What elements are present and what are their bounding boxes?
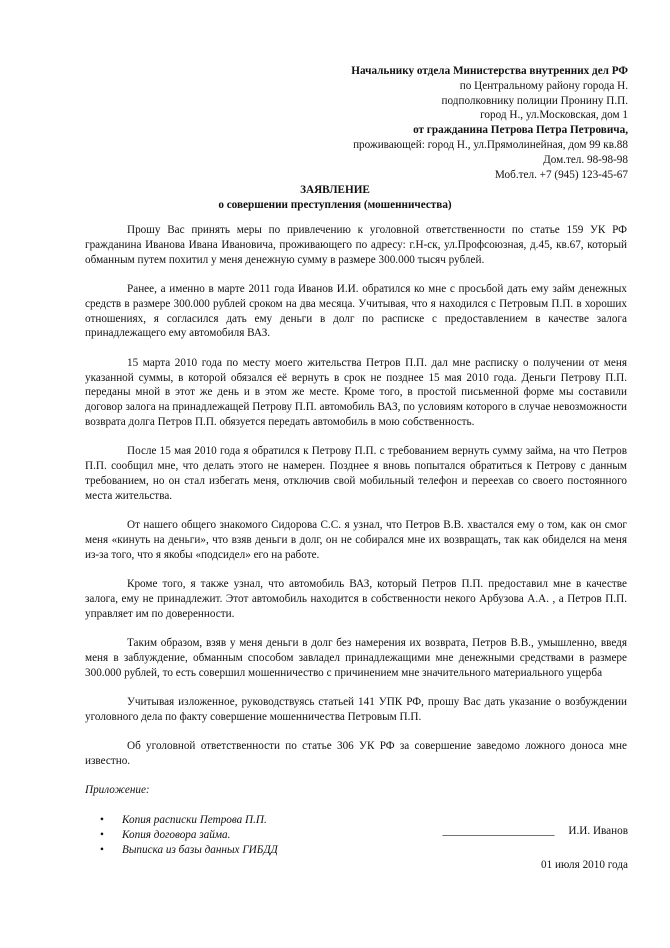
body-paragraph: Кроме того, я также узнал, что автомобиль ВАЗ, который Петров П.П. предоставил мне в качестве залога, ему не принадлежит. Этот автомобиль находится в собственности некого Арбузова А.А. , а Петров П.П. управляет им по доверенности. (85, 578, 627, 620)
body-paragraph: После 15 мая 2010 года я обратился к Петрову П.П. с требованием вернуть сумму займа, на что Петров П.П. сообщил мне, что делать этого не намерен. Позднее я вновь попытался обратиться к Петрову с данным требованием, но он стал избегать меня, отключив свой мобильный телефон и переехав со своего постоянного места жительства. (85, 445, 627, 502)
attachment-label: Копия расписки Петрова П.П. (122, 814, 267, 827)
sender-home-phone: Дом.тел. 98-98-98 (543, 153, 628, 166)
signature-name: И.И. Иванов (568, 825, 628, 837)
sender-address: проживающей: город Н., ул.Прямолинейная, дом 99 кв.88 (353, 138, 628, 151)
body-paragraph: Ранее, а именно в марте 2011 года Иванов И.И. обратился ко мне с просьбой дать ему займ денежных средств в размере 300.000 рублей сроком на два месяца. Учитывая, что я находился с Петровым П.П. в хороших отношениях, я согласился дать ему деньги в долг по расписке с предоставлением в качестве залога принадлежащего ему автомобиля ВАЗ. (85, 282, 627, 340)
body-paragraph: Об уголовной ответственности по статье 306 УК РФ за совершение заведомо ложного доноса мне известно. (85, 740, 627, 768)
addressee-district: по Центральному району города Н. (459, 79, 628, 92)
document-subtitle: о совершении преступления (мошенничества) (218, 198, 452, 211)
document-title: ЗАЯВЛЕНИЕ (300, 184, 370, 196)
bullet-icon: • (100, 843, 104, 856)
addressee-title: Начальнику отдела Министерства внутренних дел РФ (351, 65, 628, 77)
bullet-icon: • (100, 814, 104, 827)
addressee-address: город Н., ул.Московская, дом 1 (480, 109, 628, 122)
attachment-label: Копия договора займа. (122, 829, 231, 842)
body-paragraph: Таким образом, взяв у меня деньги в долг без намерения их возврата, Петров В.В., умышленно, введя меня в заблуждение, обманным способом завладел принадлежащими мне денежными средствами в размере 300.000 рублей, то есть совершил мошенничество с причинением мне значительного материального ущерба (85, 637, 627, 679)
signature-block (443, 824, 628, 839)
attachments-heading: Приложение: (85, 784, 150, 797)
addressee-name: подполковнику полиции Пронину П.П. (441, 94, 628, 107)
body-paragraph: 15 марта 2010 года по месту моего жительства Петров П.П. дал мне расписку о получении от меня указанной суммы, в которой обязался её вернуть в срок не позднее 15 мая 2010 года. Деньги Петрову П.П. переданы мной в этот же день и в этом же месте. Кроме того, в простой письменной форме мы составили договор залога на принадлежащей Петрову П.П. автомобиль ВАЗ, по условиям которого в случае невозможности возврата долга Петров П.П. обязуется передать автомобиль в мою собственность. (85, 356, 627, 428)
attachment-label: Выписка из базы данных ГИБДД (122, 843, 278, 856)
bullet-icon: • (100, 829, 104, 842)
attachment-item (100, 843, 627, 858)
addressee-block (351, 64, 628, 182)
sender-mobile-phone: Моб.тел. +7 (945) 123-45-67 (494, 168, 628, 181)
body-paragraph: Учитывая изложенное, руководствуясь статьей 141 УПК РФ, прошу Вас дать указание о возбуждении уголовного дела по факту совершение мошенничества Петровым П.П. (85, 696, 627, 723)
document-body (85, 223, 627, 858)
sender-name: от гражданина Петрова Петра Петровича, (413, 124, 628, 137)
document-date: 01 июля 2010 года (541, 859, 628, 871)
signature-line: ____________________ (442, 825, 555, 837)
body-paragraph: От нашего общего знакомого Сидорова С.С. я узнал, что Петров В.В. хвастался ему о том, как он смог меня «кинуть на деньги», что взяв деньги в долг, он не собирался мне их возвращать, так как обиделся на меня из-за того, что я якобы «подсидел» его на работе. (85, 519, 627, 561)
document-title-block (0, 183, 670, 213)
body-paragraph: Прошу Вас принять меры по привлечению к уголовной ответственности по статье 159 УК РФ гражданина Иванова Ивана Ивановича, проживающего по адресу: г.Н-ск, ул.Профсоюзная, д.45, кв.67, который обманным путем похитил у меня денежную сумму в размере 300.000 тысяч рублей. (85, 224, 627, 266)
